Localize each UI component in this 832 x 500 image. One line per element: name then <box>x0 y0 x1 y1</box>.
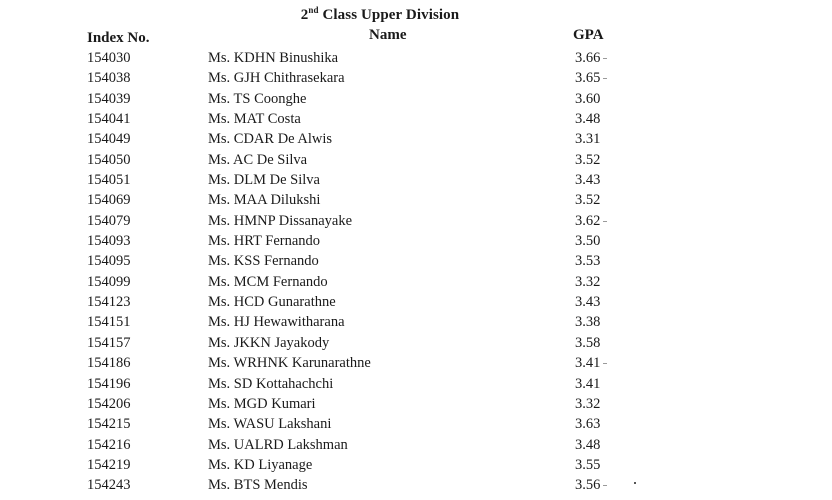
column-header-name: Name <box>369 27 407 43</box>
pen-tick-mark <box>603 221 607 222</box>
index-number-cell: 154099 <box>87 273 131 290</box>
index-number-cell: 154123 <box>87 294 131 311</box>
index-number-cell: 154206 <box>87 395 131 412</box>
title-rank-number: 2 <box>300 7 309 23</box>
table-row <box>0 455 832 475</box>
gpa-cell: 3.65 <box>575 70 601 87</box>
gpa-cell: 3.60 <box>575 90 601 107</box>
gpa-cell: 3.31 <box>575 131 601 148</box>
student-name-cell: Ms. HMNP Dissanayake <box>208 212 353 229</box>
pen-tick-mark <box>603 78 607 79</box>
student-name-cell: Ms. MGD Kumari <box>208 395 316 412</box>
student-name-cell: Ms. WRHNK Karunarathne <box>208 355 371 372</box>
gpa-cell: 3.38 <box>575 314 601 331</box>
gpa-cell: 3.48 <box>575 111 601 128</box>
table-row <box>0 414 832 434</box>
scan-speck <box>634 482 636 484</box>
gpa-cell: 3.41 <box>575 375 601 392</box>
index-number-cell: 154216 <box>87 436 131 453</box>
table-row <box>0 170 832 190</box>
table-row <box>0 150 832 170</box>
index-number-cell: 154049 <box>87 131 131 148</box>
student-name-cell: Ms. BTS Mendis <box>208 477 308 494</box>
student-name-cell: Ms. KD Liyanage <box>208 456 313 473</box>
student-name-cell: Ms. WASU Lakshani <box>208 416 332 433</box>
index-number-cell: 154050 <box>87 151 131 168</box>
table-row <box>0 333 832 353</box>
table-row <box>0 129 832 149</box>
student-name-cell: Ms. HCD Gunarathne <box>208 294 336 311</box>
table-row <box>0 211 832 231</box>
gpa-cell: 3.48 <box>575 436 601 453</box>
index-number-cell: 154151 <box>87 314 131 331</box>
index-number-cell: 154095 <box>87 253 131 270</box>
pen-tick-mark <box>603 58 607 59</box>
student-name-cell: Ms. TS Coonghe <box>208 90 307 107</box>
index-number-cell: 154219 <box>87 456 131 473</box>
table-row <box>0 435 832 455</box>
gpa-cell: 3.43 <box>575 294 601 311</box>
student-name-cell: Ms. MAT Costa <box>208 111 301 128</box>
index-number-cell: 154093 <box>87 233 131 250</box>
student-name-cell: Ms. JKKN Jayakody <box>208 334 330 351</box>
table-row <box>0 272 832 292</box>
gpa-cell: 3.66 <box>575 50 601 66</box>
index-number-cell: 154038 <box>87 70 131 87</box>
gpa-cell: 3.52 <box>575 151 601 168</box>
index-number-cell: 154157 <box>87 334 131 351</box>
gpa-cell: 3.53 <box>575 253 601 270</box>
index-number-cell: 154039 <box>87 90 131 107</box>
page-title <box>0 5 760 24</box>
student-name-cell: Ms. GJH Chithrasekara <box>208 70 345 87</box>
student-name-cell: Ms. AC De Silva <box>208 151 308 168</box>
gpa-cell: 3.63 <box>575 416 601 433</box>
column-header-gpa: GPA <box>573 27 604 43</box>
student-name-cell: Ms. HRT Fernando <box>208 233 321 250</box>
student-name-cell: Ms. KSS Fernando <box>208 253 319 270</box>
index-number-cell: 154215 <box>87 416 131 433</box>
gpa-cell: 3.50 <box>575 233 601 250</box>
table-row <box>0 231 832 251</box>
table-row <box>0 374 832 394</box>
student-name-cell: Ms. KDHN Binushika <box>208 50 339 66</box>
gpa-cell: 3.62 <box>575 212 601 229</box>
title-rank-suffix: nd <box>308 5 319 15</box>
column-header-index: Index No. <box>87 30 150 46</box>
gpa-cell: 3.32 <box>575 273 601 290</box>
pen-tick-mark <box>603 485 607 486</box>
gpa-cell: 3.55 <box>575 456 601 473</box>
index-number-cell: 154030 <box>87 50 131 66</box>
gpa-cell: 3.32 <box>575 395 601 412</box>
results-table-body <box>0 48 832 496</box>
index-number-cell: 154079 <box>87 212 131 229</box>
student-name-cell: Ms. UALRD Lakshman <box>208 436 348 453</box>
table-row <box>0 353 832 373</box>
table-row <box>0 89 832 109</box>
table-row <box>0 312 832 332</box>
table-row <box>0 109 832 129</box>
title-text: Class Upper Division <box>318 7 460 23</box>
student-name-cell: Ms. MAA Dilukshi <box>208 192 321 209</box>
index-number-cell: 154051 <box>87 172 131 189</box>
table-header <box>0 27 832 49</box>
table-row <box>0 292 832 312</box>
student-name-cell: Ms. CDAR De Alwis <box>208 131 333 148</box>
table-row <box>0 394 832 414</box>
gpa-cell: 3.52 <box>575 192 601 209</box>
student-name-cell: Ms. DLM De Silva <box>208 172 320 189</box>
table-row <box>0 68 832 88</box>
table-row <box>0 475 832 495</box>
gpa-cell: 3.43 <box>575 172 601 189</box>
index-number-cell: 154196 <box>87 375 131 392</box>
student-name-cell: Ms. HJ Hewawitharana <box>208 314 345 331</box>
student-name-cell: Ms. SD Kottahachchi <box>208 375 334 392</box>
pen-tick-mark <box>603 363 607 364</box>
index-number-cell: 154186 <box>87 355 131 372</box>
gpa-cell: 3.41 <box>575 355 601 372</box>
table-row <box>0 190 832 210</box>
index-number-cell: 154069 <box>87 192 131 209</box>
table-row <box>0 251 832 271</box>
table-row <box>0 48 832 68</box>
gpa-cell: 3.58 <box>575 334 601 351</box>
index-number-cell: 154041 <box>87 111 131 128</box>
index-number-cell: 154243 <box>87 477 131 494</box>
student-name-cell: Ms. MCM Fernando <box>208 273 328 290</box>
gpa-cell: 3.56 <box>575 477 601 494</box>
